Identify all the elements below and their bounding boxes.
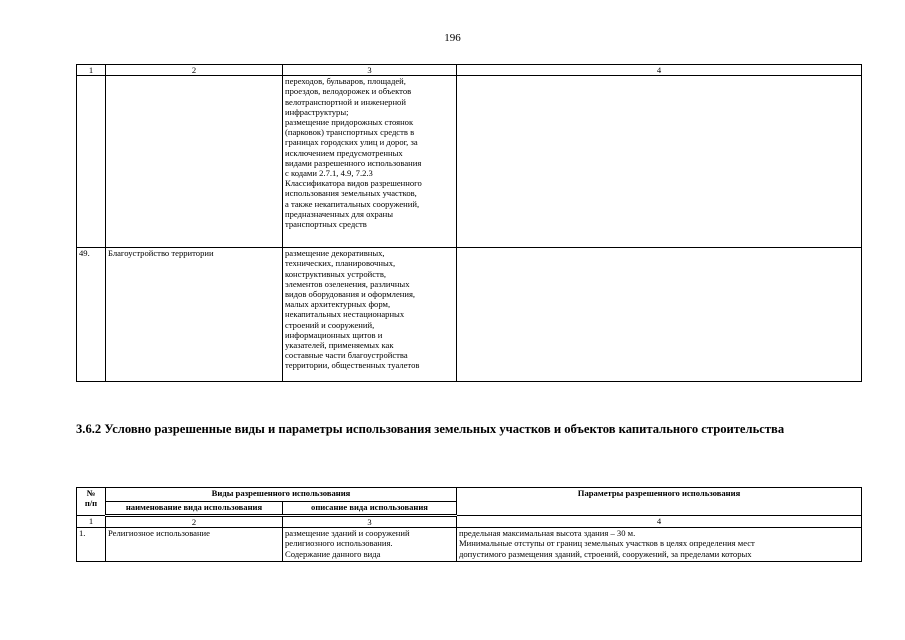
- permitted-uses-table-continued: [76, 64, 862, 382]
- header-parameters: Параметры разрешенного использования: [457, 488, 862, 516]
- column-number: 4: [457, 65, 862, 76]
- use-description: размещение зданий и сооружений религиозного использования. Содержание данного вида: [283, 528, 457, 562]
- use-name: [106, 76, 283, 248]
- use-parameters: [457, 248, 862, 382]
- use-name: Благоустройство территории: [106, 248, 283, 382]
- header-use-description: описание вида использования: [283, 502, 457, 516]
- column-number: 2: [106, 516, 283, 528]
- header-kinds: Виды разрешенного использования: [106, 488, 457, 502]
- header-use-name: наименование вида использования: [106, 502, 283, 516]
- row-number: [77, 76, 106, 248]
- use-description: размещение декоративных, технических, планировочных, конструктивных устройств, элементов озеленения, различных видов оборудования и оформления, малых архитектурных форм, некапитальных нестационарных строений и сооружений, информационных щитов и указателей, применяемых как составные части благоустройства территории, общественных туалетов: [283, 248, 457, 382]
- table-row: [77, 528, 862, 562]
- page-number: 196: [444, 32, 461, 44]
- column-number-row: [77, 65, 862, 76]
- use-name: Религиозное использование: [106, 528, 283, 562]
- table-row: [77, 76, 862, 248]
- use-description: переходов, бульваров, площадей, проездов, велодорожек и объектов велотранспортной и инженерной инфраструктуры; размещение придорожных стоянок (парковок) транспортных средств в границах городских улиц и дорог, за исключением предусмотренных видами разрешенного использования с кодами 2.7.1, 4.9, 7.2.3 Классификатора видов разрешенного использования земельных участков, а также некапитальных сооружений, предназначенных для охраны транспортных средств: [283, 76, 457, 248]
- use-parameters: предельная максимальная высота здания – 30 м. Минимальные отступы от границ земельных участков в целях определения мест допустимого размещения зданий, строений, сооружений, за пределами которых: [457, 528, 862, 562]
- conditionally-permitted-uses-table: [76, 487, 862, 562]
- column-number: 2: [106, 65, 283, 76]
- column-number: 3: [283, 65, 457, 76]
- header-number: № п/п: [77, 488, 106, 516]
- use-parameters: [457, 76, 862, 248]
- section-heading: 3.6.2 Условно разрешенные виды и параметры использования земельных участков и объектов капитального строительства: [76, 422, 785, 436]
- column-number: 1: [77, 516, 106, 528]
- row-number: 1.: [77, 528, 106, 562]
- table-row: [77, 248, 862, 382]
- column-number: 1: [77, 65, 106, 76]
- column-number: 4: [457, 516, 862, 528]
- column-number: 3: [283, 516, 457, 528]
- row-number: 49.: [77, 248, 106, 382]
- header-row: [77, 488, 862, 502]
- column-number-row: [77, 516, 862, 528]
